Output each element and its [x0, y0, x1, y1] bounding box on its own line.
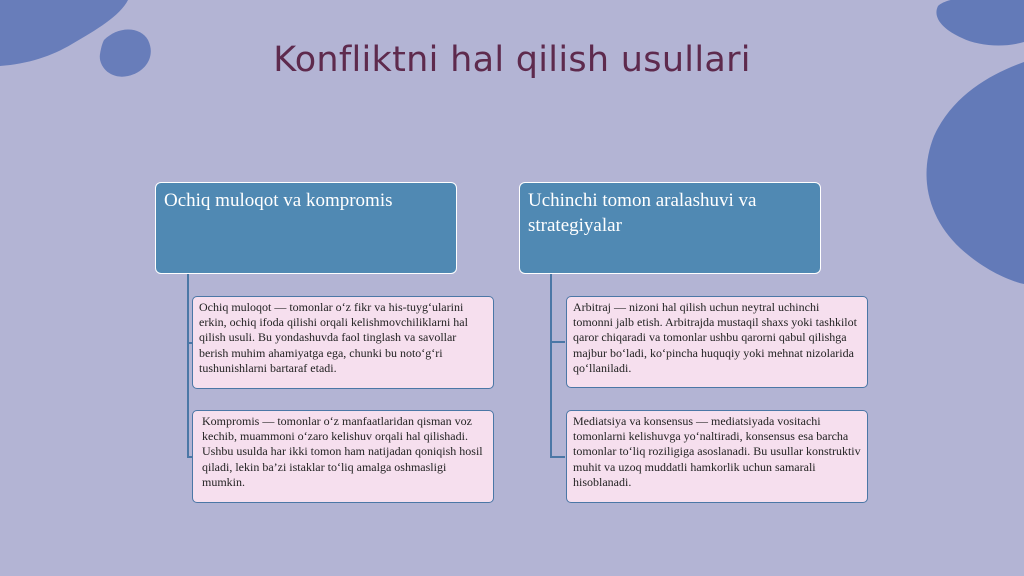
card-compromise: Kompromis — tomonlar o‘z manfaatlaridan qisman voz kechib, muammoni o‘zaro kelishuv orqali hal qilishadi. Ushbu usulda har ikki tomon ham natijadan qoniqish hosil qiladi, lekin ba’zi istaklar to‘liq amalga oshmasligi mumkin.	[192, 410, 494, 503]
blob-right	[926, 62, 1024, 284]
connector-right-vertical	[550, 273, 552, 457]
connector-right-branch-1	[550, 341, 565, 343]
column-header-third-party: Uchinchi tomon aralashuvi va strategiyalar	[519, 182, 821, 274]
card-open-communication: Ochiq muloqot — tomonlar o‘z fikr va his-tuyg‘ularini erkin, ochiq ifoda qilishi orqali kelishmovchiliklarni hal qilish usuli. Bu yondashuvda faol tinglash va savollar berish muhim ahamiyatga ega, chunki bu noto‘g‘ri tushunishlarni bartaraf etadi.	[192, 296, 494, 389]
column-header-open-communication: Ochiq muloqot va kompromis	[155, 182, 457, 274]
page-title: Konfliktni hal qilish usullari	[273, 40, 751, 80]
connector-left-vertical	[187, 273, 189, 457]
connector-right-branch-2	[550, 456, 565, 458]
blob-top-right	[936, 0, 1024, 45]
card-mediation-consensus: Mediatsiya va konsensus — mediatsiyada vositachi tomonlarni kelishuvga yo‘naltiradi, konsensus esa barcha tomonlar to‘liq roziligiga asoslanadi. Bu usullar konstruktiv muhit va uzoq muddatli hamkorlik uchun samarali hisoblanadi.	[566, 410, 868, 503]
card-arbitration: Arbitraj — nizoni hal qilish uchun neytral uchinchi tomonni jalb etish. Arbitrajda mustaqil shaxs yoki tashkilot qaror chiqaradi va tomonlar ushbu qarorni qabul qilishga majbur bo‘ladi, ko‘pincha huquqiy yoki mehnat nizolarida qo‘llaniladi.	[566, 296, 868, 388]
